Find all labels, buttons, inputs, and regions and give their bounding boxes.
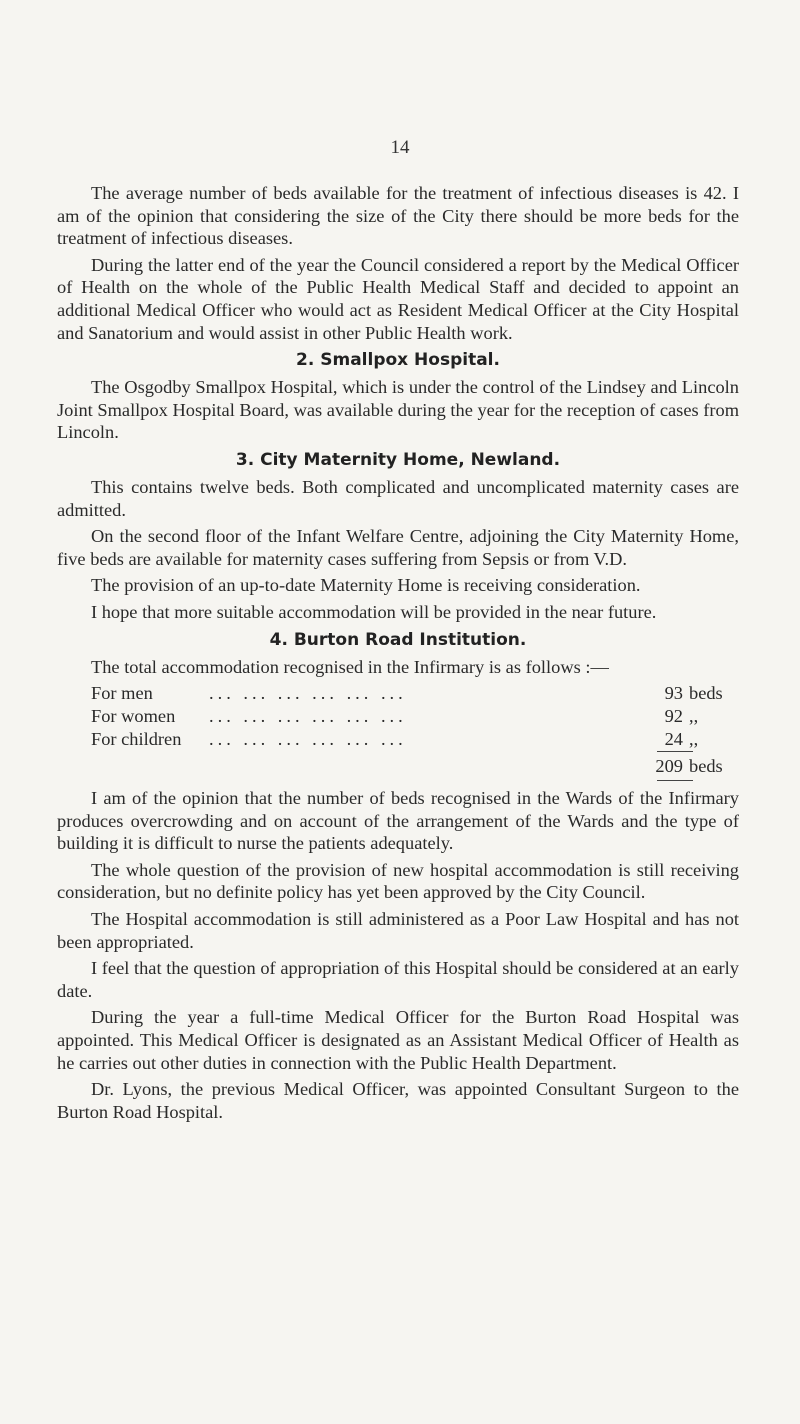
row-value: 93 bbox=[664, 683, 683, 704]
total-unit: beds bbox=[689, 755, 723, 776]
paragraph: I hope that more suitable accommodation will be provided in the near future. bbox=[91, 601, 657, 622]
table-row bbox=[91, 705, 739, 728]
body-text bbox=[57, 182, 739, 1127]
row-label: For women bbox=[91, 706, 176, 727]
row-value: 92 bbox=[664, 706, 683, 727]
row-value: 24 bbox=[664, 729, 683, 750]
row-leader-dots: ... ... ... ... ... ... bbox=[209, 683, 407, 704]
row-unit: beds bbox=[689, 683, 723, 704]
paragraph: During the latter end of the year the Council considered a report by the Medical Officer of Health on the whole of the Public Health Medical Staff and decided to appoint an additional Medical Officer who would act as Resident Medical Officer at the City Hospital and Sanatorium and would assist in other Public Health work. bbox=[57, 254, 739, 343]
section-heading-maternity: 3. City Maternity Home, Newland. bbox=[235, 449, 561, 470]
paragraph: Dr. Lyons, the previous Medical Officer, was appointed Consultant Surgeon to the Burton Road Hospital. bbox=[57, 1079, 739, 1122]
beds-table bbox=[91, 682, 739, 781]
table-row bbox=[91, 682, 739, 705]
section-heading-smallpox: 2. Smallpox Hospital. bbox=[296, 350, 500, 371]
paragraph: I feel that the question of appropriation of this Hospital should be considered at an early date. bbox=[57, 958, 739, 1001]
paragraph: The Hospital accommodation is still administered as a Poor Law Hospital and has not been appropriated. bbox=[57, 909, 739, 952]
paragraph: The whole question of the provision of new hospital accommodation is still receiving consideration, but no definite policy has yet been approved by the City Council. bbox=[57, 859, 739, 903]
total-row bbox=[91, 752, 739, 780]
row-unit: ,, bbox=[689, 706, 699, 727]
row-leader-dots: ... ... ... ... ... ... bbox=[209, 729, 407, 750]
paragraph: The Osgodby Smallpox Hospital, which is under the control of the Lindsey and Lincoln Joint Smallpox Hospital Board, was available during the year for the reception of cases from Lincoln. bbox=[57, 377, 739, 443]
paragraph: This contains twelve beds. Both complicated and uncomplicated maternity cases are admitted. bbox=[57, 476, 739, 520]
sum-rule-bottom bbox=[657, 780, 693, 781]
paragraph: The total accommodation recognised in the Infirmary is as follows :— bbox=[91, 656, 609, 677]
row-label: For children bbox=[91, 729, 182, 750]
paragraph: The average number of beds available for the treatment of infectious diseases is 42. I am of the opinion that considering the size of the City there should be more beds for the treatment of infectious diseases. bbox=[57, 183, 739, 249]
section-heading-burton-road: 4. Burton Road Institution. bbox=[269, 629, 527, 650]
total-value: 209 bbox=[655, 755, 683, 776]
row-label: For men bbox=[91, 683, 153, 704]
page-number: 14 bbox=[390, 137, 410, 158]
paragraph: On the second floor of the Infant Welfare Centre, adjoining the City Maternity Home, five beds are available for maternity cases suffering from Sepsis or from V.D. bbox=[57, 526, 739, 569]
paragraph: I am of the opinion that the number of beds recognised in the Wards of the Infirmary produces overcrowding and on account of the arrangement of the Wards and the type of building it is difficult to nurse the patients adequately. bbox=[57, 788, 739, 854]
row-leader-dots: ... ... ... ... ... ... bbox=[209, 706, 407, 727]
paragraph: During the year a full-time Medical Officer for the Burton Road Hospital was appointed. This Medical Officer is designated as an Assistant Medical Officer of Health as he carries out other duties in connection with the Public Health Department. bbox=[57, 1007, 739, 1073]
row-unit: ,, bbox=[689, 729, 699, 750]
paragraph: The provision of an up-to-date Maternity Home is receiving consideration. bbox=[91, 575, 641, 596]
table-row bbox=[91, 728, 739, 751]
